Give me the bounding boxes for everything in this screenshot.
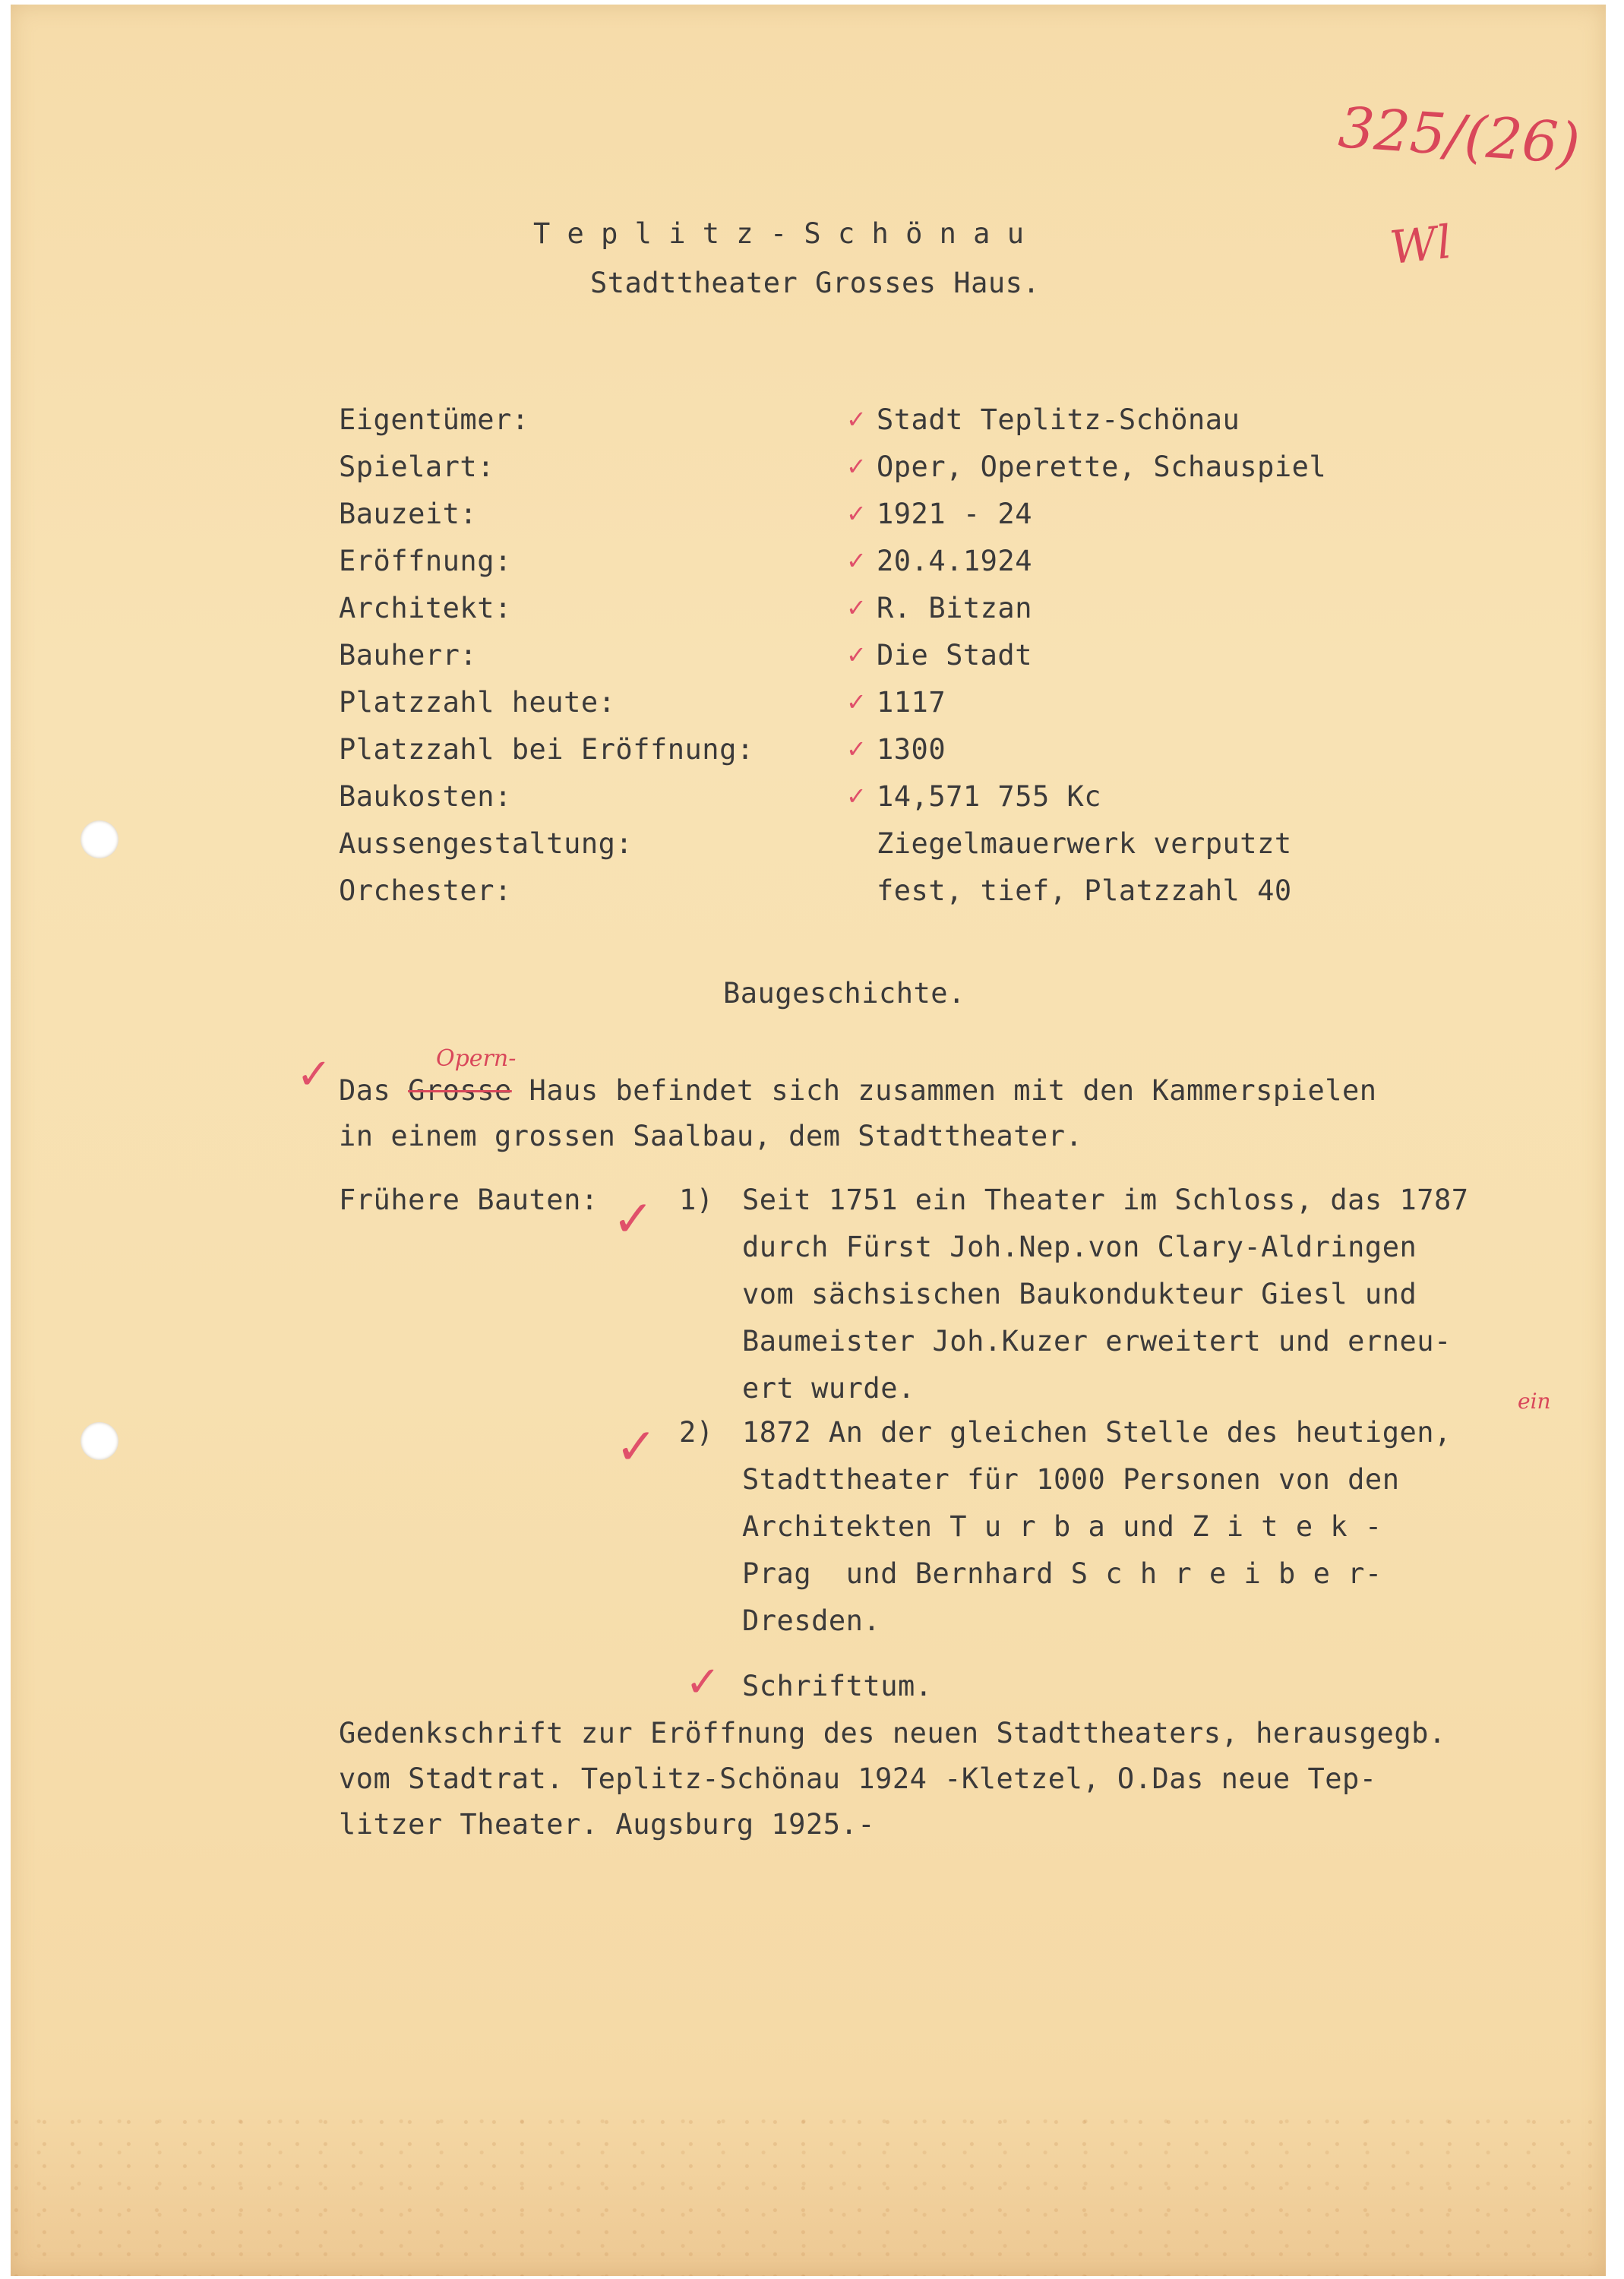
- list-line: Dresden.: [742, 1604, 881, 1637]
- check-mark-icon: ✓: [685, 1658, 721, 1707]
- fact-value: 1117: [877, 686, 946, 719]
- earlier-buildings-label: Frühere Bauten:: [339, 1184, 599, 1216]
- fact-value: 1300: [877, 733, 946, 766]
- check-mark-icon: ✓: [846, 782, 867, 811]
- list-line: Architekten T u r b a und Z i t e k -: [742, 1510, 1382, 1543]
- check-mark-icon: ✓: [846, 452, 867, 481]
- history-heading: Baugeschichte.: [723, 977, 965, 1010]
- check-mark-icon: ✓: [846, 687, 867, 716]
- fact-label: Eigentümer:: [339, 403, 529, 436]
- intro-word-das: Das: [339, 1074, 391, 1107]
- insertion-ein: ein: [1518, 1389, 1551, 1414]
- page-title: T e p l i t z - S c h ö n a u: [533, 217, 1025, 250]
- intro-rest: Haus befindet sich zusammen mit den Kammerspielen: [529, 1074, 1377, 1107]
- punch-hole-bottom: [81, 1422, 118, 1460]
- history-intro-line2: in einem grossen Saalbau, dem Stadttheater.: [339, 1120, 1083, 1152]
- literature-line: Gedenkschrift zur Eröffnung des neuen Stadttheaters, herausgegb.: [339, 1717, 1446, 1750]
- literature-line: litzer Theater. Augsburg 1925.-: [339, 1808, 876, 1841]
- fact-value: Stadt Teplitz-Schönau: [877, 403, 1240, 436]
- list-line: Baumeister Joh.Kuzer erweitert und erneu-: [742, 1325, 1452, 1358]
- fact-label: Spielart:: [339, 450, 494, 483]
- fact-label: Bauzeit:: [339, 498, 478, 530]
- check-mark-icon: ✓: [846, 499, 867, 528]
- fact-label: Platzzahl bei Eröffnung:: [339, 733, 754, 766]
- fact-label: Eröffnung:: [339, 545, 512, 577]
- literature-line: vom Stadtrat. Teplitz-Schönau 1924 -Kletzel, O.Das neue Tep-: [339, 1762, 1377, 1795]
- archive-number: 325/(26): [1336, 95, 1582, 177]
- punch-hole-top: [81, 820, 118, 858]
- fact-value: 14,571 755 Kc: [877, 780, 1102, 813]
- check-mark-icon: ✓: [846, 546, 867, 575]
- list-line: ert wurde.: [742, 1372, 915, 1405]
- fact-label: Aussengestaltung:: [339, 827, 633, 860]
- list-line: durch Fürst Joh.Nep.von Clary-Aldringen: [742, 1231, 1417, 1263]
- paper-speckle: [11, 2109, 1606, 2276]
- struck-word-grosse: Grosse: [408, 1074, 512, 1107]
- list-number: 1): [679, 1184, 714, 1216]
- fact-value: Ziegelmauerwerk verputzt: [877, 827, 1292, 860]
- insertion-opern: Opern-: [436, 1045, 517, 1072]
- list-line: Stadttheater für 1000 Personen von den: [742, 1463, 1400, 1496]
- fact-label: Bauherr:: [339, 639, 478, 672]
- check-mark-icon: ✓: [846, 405, 867, 434]
- list-line: 1872 An der gleichen Stelle des heutigen,: [742, 1416, 1452, 1449]
- fact-label: Platzzahl heute:: [339, 686, 616, 719]
- fact-value: R. Bitzan: [877, 592, 1032, 624]
- fact-value: Die Stadt: [877, 639, 1032, 672]
- list-line: Prag und Bernhard S c h r e i b e r-: [742, 1557, 1382, 1590]
- fact-value: fest, tief, Platzzahl 40: [877, 874, 1292, 907]
- check-mark-icon: ✓: [846, 640, 867, 669]
- check-mark-icon: ✓: [612, 1190, 655, 1248]
- list-line: Seit 1751 ein Theater im Schloss, das 1787: [742, 1184, 1469, 1216]
- fact-value: Oper, Operette, Schauspiel: [877, 450, 1327, 483]
- check-mark-icon: ✓: [846, 593, 867, 622]
- literature-heading: Schrifttum.: [742, 1670, 933, 1702]
- check-mark-icon: ✓: [296, 1050, 332, 1099]
- page-subtitle: Stadttheater Grosses Haus.: [590, 267, 1041, 299]
- document-page: [11, 5, 1606, 2276]
- fact-label: Baukosten:: [339, 780, 512, 813]
- fact-label: Architekt:: [339, 592, 512, 624]
- list-number: 2): [679, 1416, 714, 1449]
- check-mark-icon: ✓: [846, 735, 867, 763]
- fact-value: 1921 - 24: [877, 498, 1032, 530]
- history-intro-line1: [339, 1074, 1377, 1107]
- fact-value: 20.4.1924: [877, 545, 1032, 577]
- archive-initials: Wl: [1387, 215, 1455, 276]
- check-mark-icon: ✓: [615, 1418, 658, 1476]
- fact-label: Orchester:: [339, 874, 512, 907]
- list-line: vom sächsischen Baukondukteur Giesl und: [742, 1278, 1417, 1310]
